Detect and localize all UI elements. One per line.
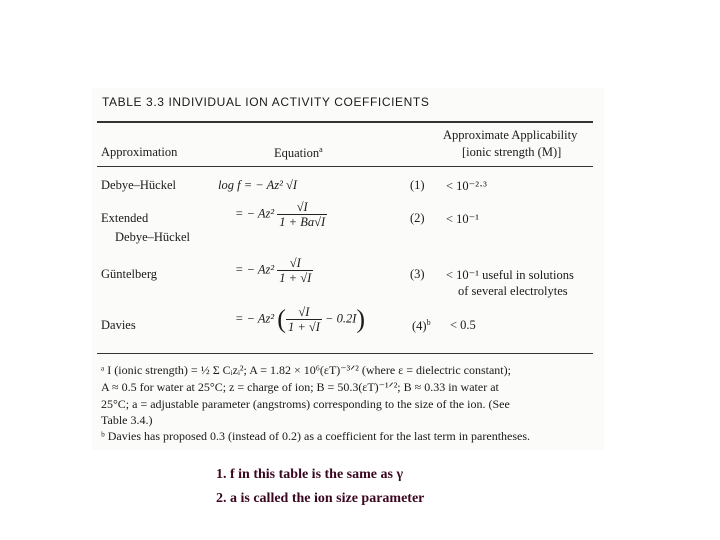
header-bottom-rule (97, 166, 593, 167)
row-debye-huckel-applicability: < 10⁻²·³ (446, 179, 487, 193)
row-davies-eq-numerator: √I (286, 305, 322, 320)
row-extended-name-line2: Debye–Hückel (115, 230, 190, 244)
row-extended-name: Extended (101, 211, 149, 225)
row-extended-number: (2) (410, 211, 425, 225)
right-paren-symbol: ) (356, 304, 366, 334)
table-bottom-rule (97, 353, 593, 354)
row-guntelberg-eq-fraction (277, 256, 313, 285)
row-extended-eq-denominator: 1 + Ba√I (279, 215, 326, 229)
header-applicability-line2: [ionic strength (M)] (462, 145, 562, 159)
header-equation-footnote-mark: a (319, 145, 323, 154)
left-paren-symbol: ( (277, 304, 286, 334)
row-guntelberg-applicability-line2: of several electrolytes (458, 284, 568, 298)
row-davies-eq-tail: − 0.2I (325, 311, 357, 326)
note-2: 2. a is called the ion size parameter (216, 491, 425, 506)
header-applicability-line1: Approximate Applicability (443, 128, 578, 142)
footnote-a-line1: ᵃ I (ionic strength) = ½ Σ Cᵢzᵢ²; A = 1.82 × 10⁶(εT)⁻³ᐟ² (where ε = dielectric constant); (101, 363, 511, 377)
row-davies-eq-denominator: 1 + √I (287, 320, 320, 334)
footnote-b-line1: ᵇ Davies has proposed 0.3 (instead of 0.2) as a coefficient for the last term in parentheses. (101, 429, 531, 443)
row-extended-eq-fraction (277, 200, 327, 229)
row-extended-equation (235, 200, 327, 229)
row-davies-equation (235, 305, 365, 334)
note-1: 1. f in this table is the same as γ (216, 467, 403, 482)
row-davies-eq-lhs: = − Az² (235, 311, 275, 326)
header-approximation: Approximation (101, 145, 178, 159)
row-guntelberg-eq-numerator: √I (277, 256, 313, 271)
row-debye-huckel-name: Debye–Hückel (101, 178, 176, 192)
table-title: TABLE 3.3 INDIVIDUAL ION ACTIVITY COEFFICIENTS (102, 95, 430, 109)
row-guntelberg-equation (235, 256, 313, 285)
row-guntelberg-applicability: < 10⁻¹ useful in solutions (446, 268, 574, 282)
row-davies-applicability: < 0.5 (450, 318, 476, 332)
row-davies-eq-fraction (286, 305, 322, 334)
row-davies-name: Davies (101, 318, 136, 332)
row-extended-eq-lhs: = − Az² (235, 206, 275, 221)
footnote-a-line3: 25°C; a = adjustable parameter (angstroms) corresponding to the size of the ion. (See (101, 397, 510, 411)
row-guntelberg-name: Güntelberg (101, 267, 158, 281)
row-extended-eq-numerator: √I (277, 200, 327, 215)
header-equation: Equation$^a$ (274, 145, 323, 161)
row-davies-number: $(4)^b$ (412, 318, 431, 334)
row-debye-huckel-equation: log f = − Az² √I (218, 178, 297, 192)
row-guntelberg-eq-denominator: 1 + √I (279, 271, 312, 285)
row-davies-footnote-mark: b (426, 318, 431, 327)
table-top-rule (97, 121, 593, 123)
row-debye-huckel-number: (1) (410, 178, 425, 192)
row-extended-applicability: < 10⁻¹ (446, 212, 480, 226)
row-guntelberg-number: (3) (410, 267, 425, 281)
footnote-a-line4: Table 3.4.) (101, 413, 153, 427)
row-guntelberg-eq-lhs: = − Az² (235, 262, 275, 277)
footnote-a-line2: A ≈ 0.5 for water at 25°C; z = charge of ion; B = 50.3(εT)⁻¹ᐟ²; B ≈ 0.33 in water at (101, 380, 499, 394)
